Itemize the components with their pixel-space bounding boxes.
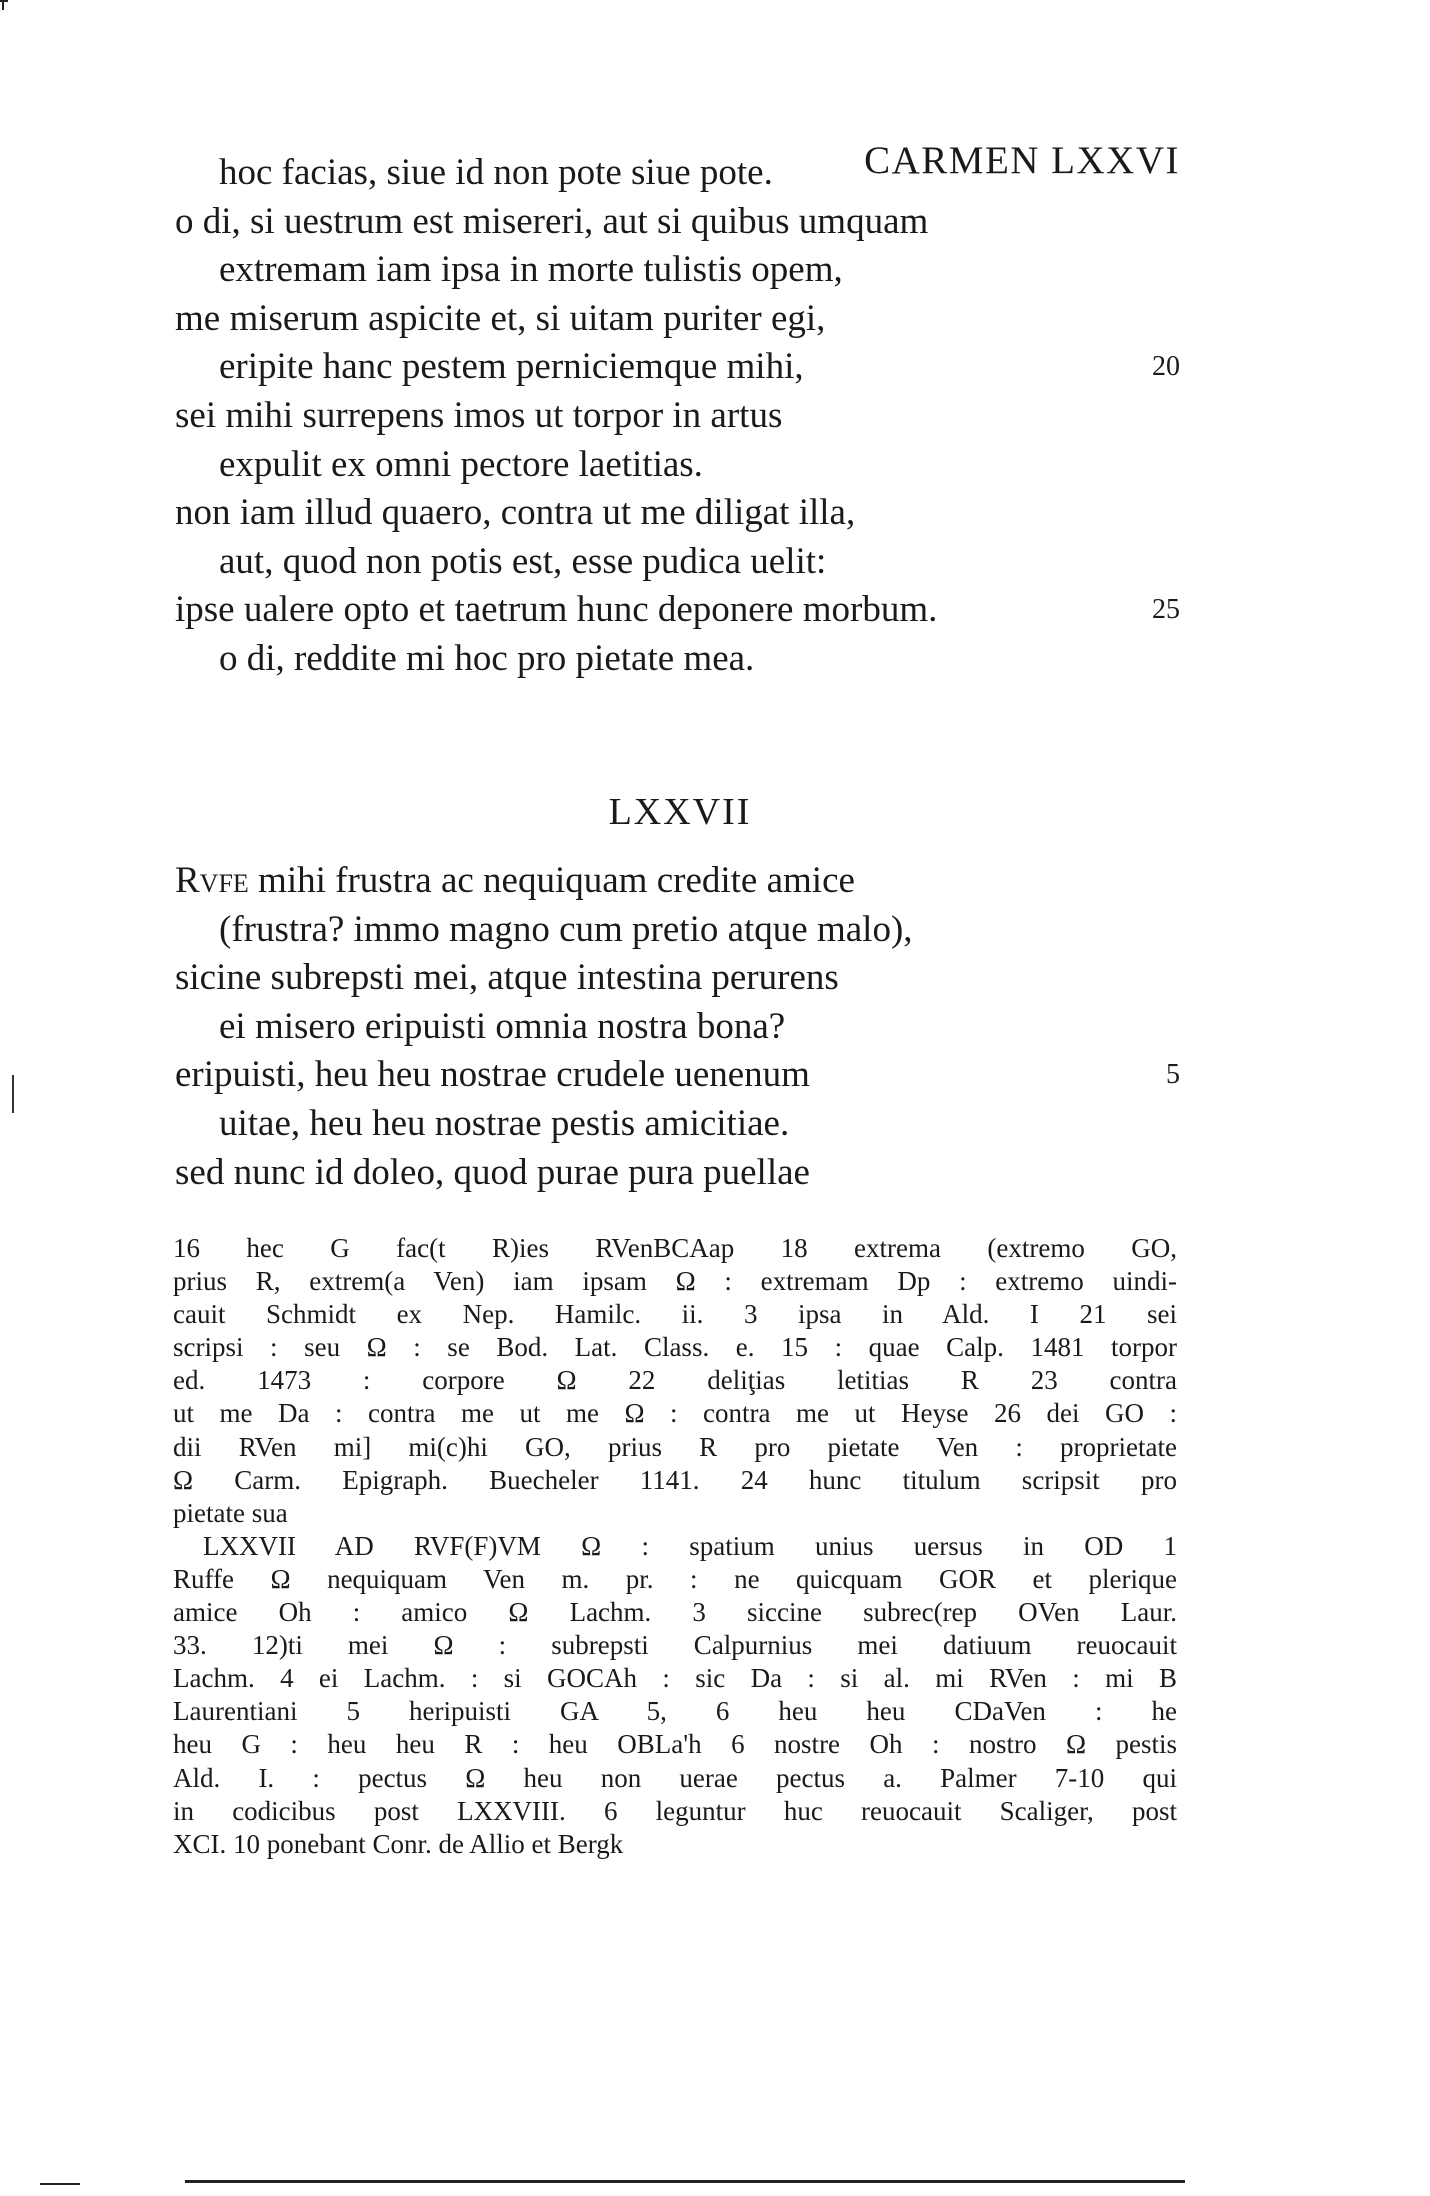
critical-apparatus bbox=[173, 1232, 1177, 1861]
apparatus-line: XCI. 10 ponebant Conr. de Allio et Bergk bbox=[173, 1828, 624, 1859]
running-head: CARMEN LXXVI bbox=[864, 139, 1180, 182]
apparatus-line: amice Oh : amico Ω Lachm. 3 siccine subrec(rep OVen Laur. bbox=[173, 1597, 1177, 1628]
verse-line: aut, quod non potis est, esse pudica uelit: bbox=[219, 540, 827, 582]
apparatus-line: pietate sua bbox=[173, 1497, 288, 1528]
verse-line: eripite hanc pestem perniciemque mihi, 20 bbox=[175, 343, 1200, 392]
apparatus-line: heu G : heu heu R : heu OBLa'h 6 nostre Oh : nostro Ω pestis bbox=[173, 1729, 1177, 1760]
line-number: 25 bbox=[1152, 594, 1180, 626]
apparatus-line: 33. 12)ti mei Ω : subrepsti Calpurnius mei datiuum reuocauit bbox=[173, 1630, 1177, 1661]
apparatus-line: 16 hec G fac(t R)ies RVenBCAap 18 extrema (extremo GO, bbox=[173, 1233, 1177, 1263]
verse-line: ei misero eripuisti omnia nostra bona? bbox=[219, 1005, 786, 1047]
apparatus-line: Ald. I. : pectus Ω heu non uerae pectus a. Palmer 7-10 qui bbox=[173, 1762, 1177, 1793]
apparatus-line: ut me Da : contra me ut me Ω : contra me ut Heyse 26 dei GO : bbox=[173, 1398, 1177, 1429]
verse-line: o di, reddite mi hoc pro pietate mea. bbox=[219, 637, 755, 679]
verse-line: eripuisti, heu heu nostrae crudele uenenum 5 bbox=[175, 1051, 1200, 1100]
verse-line: Rvfe mihi frustra ac nequiquam credite amice bbox=[175, 860, 855, 901]
apparatus-line: ed. 1473 : corpore Ω 22 deliţias letitias R 23 contra bbox=[173, 1365, 1177, 1396]
carmen-lxxvii-text bbox=[175, 857, 1200, 1197]
verse-line: me miserum aspicite et, si uitam puriter egi, bbox=[175, 297, 826, 339]
verse-line: o di, si uestrum est misereri, aut si quibus umquam bbox=[175, 200, 929, 242]
edge-mark bbox=[40, 2183, 80, 2185]
verse-line: extremam iam ipsa in morte tulistis opem, bbox=[219, 249, 843, 291]
verse-line: expulit ex omni pectore laetitias. bbox=[219, 443, 703, 485]
poem-number-heading: LXXVII bbox=[608, 791, 752, 833]
apparatus-line: prius R, extrem(a Ven) iam ipsam Ω : extremam Dp : extremo uindi- bbox=[173, 1266, 1177, 1297]
apparatus-line: scripsi : seu Ω : se Bod. Lat. Class. e. 15 : quae Calp. 1481 torpor bbox=[173, 1332, 1177, 1363]
apparatus-line: LXXVII AD RVF(F)VM Ω : spatium unius uersus in OD 1 bbox=[203, 1530, 1177, 1561]
first-word: Rvfe bbox=[175, 860, 249, 901]
apparatus-lxxvi bbox=[173, 1232, 1177, 1530]
apparatus-line: Ruffe Ω nequiquam Ven m. pr. : ne quicquam GOR et plerique bbox=[173, 1563, 1177, 1594]
verse-line: sed nunc id doleo, quod purae pura puellae bbox=[175, 1151, 810, 1193]
margin-mark bbox=[12, 1075, 14, 1113]
verse-line: (frustra? immo magno cum pretio atque malo), bbox=[219, 908, 913, 950]
corner-mark bbox=[2, 0, 4, 10]
page-bottom-rule bbox=[185, 2180, 1185, 2183]
apparatus-line: cauit Schmidt ex Nep. Hamilc. ii. 3 ipsa in Ald. I 21 sei bbox=[173, 1299, 1177, 1330]
verse-line: sei mihi surrepens imos ut torpor in artus bbox=[175, 394, 783, 436]
verse-line: hoc facias, siue id non pote siue pote. bbox=[219, 152, 773, 193]
apparatus-line: in codicibus post LXXVIII. 6 leguntur huc reuocauit Scaliger, post bbox=[173, 1795, 1177, 1826]
line-number: 20 bbox=[1152, 351, 1180, 383]
verse-line: uitae, heu heu nostrae pestis amicitiae. bbox=[219, 1102, 790, 1144]
apparatus-lxxvii bbox=[173, 1530, 1177, 1861]
apparatus-line: Ω Carm. Epigraph. Buecheler 1141. 24 hunc titulum scripsit pro bbox=[173, 1464, 1177, 1495]
verse-line: ipse ualere opto et taetrum hunc deponere morbum. 25 bbox=[175, 586, 1200, 635]
apparatus-line: Laurentiani 5 heripuisti GA 5, 6 heu heu CDaVen : he bbox=[173, 1696, 1177, 1727]
apparatus-line: Lachm. 4 ei Lachm. : si GOCAh : sic Da : si al. mi RVen : mi B bbox=[173, 1663, 1177, 1694]
line-number: 5 bbox=[1166, 1059, 1180, 1091]
verse-line: non iam illud quaero, contra ut me diligat illa, bbox=[175, 492, 856, 534]
verse-line: sicine subrepsti mei, atque intestina perurens bbox=[175, 957, 839, 999]
carmen-lxxvi-text bbox=[175, 149, 1200, 684]
apparatus-line: dii RVen mi] mi(c)hi GO, prius R pro pietate Ven : proprietate bbox=[173, 1431, 1177, 1462]
